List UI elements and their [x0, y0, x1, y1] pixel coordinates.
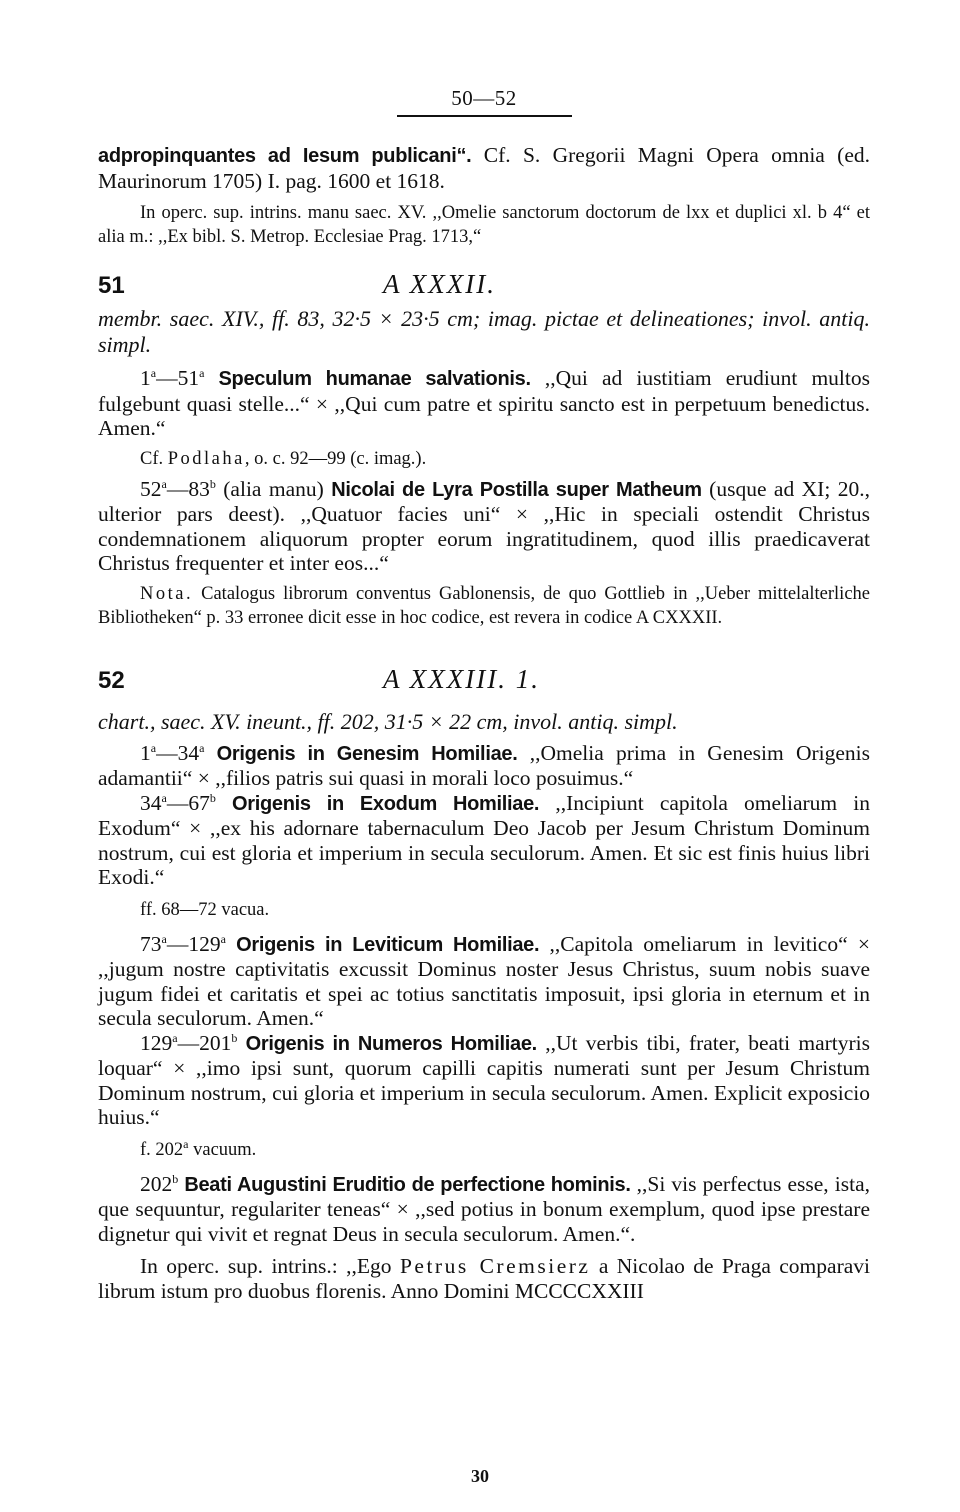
item-text: (usque ad XI; 20., ulterior pars deest). ,,Quatuor facies uni“ × ,,Hic in speciali ostendit Christus condemnationem aliquorum propter eorum ingratitudinem, quod illis praedicaverat Christus frequenter et inter eos...“ [98, 476, 870, 575]
item-text: ,,Omelia prima in Genesim Origenis adamantii“ × ,,filios patris sui quasi in morali loco posuimus.“ [98, 740, 871, 790]
folio-start: 52 [140, 476, 162, 501]
item-title: Nicolai de Lyra Postilla super Matheum [331, 478, 702, 501]
item-text: ,,Qui ad iustitiam erudiunt multos fulgebunt quasi stelle...“ × ,,Qui cum patre et spiritu sancto est in perpetuum benedictus. Amen.“ [98, 366, 870, 440]
range-dash: — [156, 366, 178, 390]
folio-start: 34 [140, 790, 162, 815]
prev-entry-incipit: adpropinquantes ad Iesum publicani“. [98, 145, 472, 167]
entry-52-item-3 [98, 932, 870, 1031]
cf-reference: , o. c. 92—99 (c. imag.). [244, 448, 427, 469]
item-title: Speculum humanae salvationis. [218, 368, 531, 390]
folio-side: a [161, 476, 167, 491]
folio-end: 51 [177, 366, 200, 390]
folio-side: b [172, 1171, 179, 1186]
item-title: Origenis in Numeros Homiliae. [245, 1032, 537, 1055]
folio-side: a [199, 365, 205, 380]
folio-side: a [183, 1136, 189, 1151]
range-dash: — [166, 790, 189, 815]
cf-author: Podlaha [167, 448, 245, 469]
vacuum-label: vacuum. [188, 1139, 257, 1160]
owner-name: Petrus Cremsierz [399, 1254, 591, 1278]
folio-end: 201 [199, 1030, 232, 1055]
prev-entry-note: In operc. sup. intrins. manu saec. XV. ,,Omelie sanctorum doctorum de lxx et duplici xl. b 4“ et alia m.: ,,Ex bibl. S. Metrop. Ecclesiae Prag. 1713,“ [98, 203, 870, 247]
entry-number: 51 [98, 272, 125, 299]
ownership-note [98, 1254, 870, 1303]
folio-start: 202 [140, 1171, 173, 1196]
item-text: ,,Incipiunt capitola omeliarum in Exodum“ × ,,ex his adornare tabernaculum Deo Jacob per Jesum Christum Dominum nostrum, cui est gloria et imperium in secula seculorum. Amen. Et sic est finis huius libri Exodi.“ [98, 790, 870, 889]
vacua-note: ff. 68—72 vacua. [140, 899, 270, 920]
folio-end: 34 [177, 740, 200, 765]
note-prefix: In operc. sup. intrins.: ,,Ego [140, 1254, 400, 1278]
nota-text: Catalogus librorum conventus Gablonensis, de quo Gottlieb in ,,Ueber mittelalterliche Bibliotheken“ p. 33 erronee dicit esse in hoc codice, est revera in codice A CXXXII. [98, 583, 870, 628]
range-dash: — [166, 476, 189, 501]
entry-51-heading [98, 269, 870, 300]
folio-side: b [209, 790, 216, 805]
range-dash: — [177, 1030, 200, 1055]
folio-start: 129 [140, 1030, 173, 1055]
item-title: Origenis in Genesim Homiliae. [216, 742, 518, 765]
folio-start: 1 [140, 366, 151, 390]
page-number: 30 [471, 1466, 489, 1486]
folio-side: a [161, 790, 167, 805]
folio-side: a [220, 931, 226, 946]
item-title: Origenis in Leviticum Homiliae. [236, 933, 540, 956]
entry-52-description: chart., saec. XV. ineunt., ff. 202, 31·5 × 22 cm, invol. antiq. simpl. [98, 708, 678, 734]
entry-number: 52 [98, 666, 125, 694]
prev-entry-paragraph [98, 143, 870, 193]
range-dash: — [156, 740, 178, 765]
folio-side: a [172, 1030, 178, 1045]
item-note: (alia manu) [215, 476, 332, 501]
entry-51-item-2 [98, 477, 870, 576]
prev-entry-reference: Cf. S. Gregorii Magni Opera omnia (ed. Maurinorum 1705) I. pag. 1600 et 1618. [98, 143, 870, 193]
shelfmark: A XXXIII. 1. [383, 663, 540, 694]
vacuum-note [98, 1138, 870, 1162]
entry-51-item-1 [98, 366, 870, 441]
note-text: a Nicolao de Praga comparavi librum istum pro duobus florenis. Anno Domini MCCCCXXIII [98, 1254, 870, 1303]
folio-start: 1 [140, 740, 151, 765]
entry-52-item-1 [98, 741, 870, 791]
running-head: 50—52 [451, 86, 517, 110]
folio-side: a [199, 740, 205, 755]
item-title: Beati Augustini Eruditio de perfectione hominis. [184, 1173, 631, 1196]
folio-side: a [161, 931, 167, 946]
folio-end: 83 [188, 476, 210, 501]
entry-51-description: membr. saec. XIV., ff. 83, 32·5 × 23·5 cm; imag. pictae et delineationes; invol. antiq. simpl. [98, 306, 870, 357]
folio-side: b [209, 476, 216, 491]
folio-side: b [231, 1030, 238, 1045]
entry-52-item-4 [98, 1031, 870, 1130]
item-text: ,,Si vis perfectus esse, ista, que sequuntur, regulariter teneas“ × ,,sed potius in bonum exemplum, quod ipse prestare dignetur qui vivit et regnat Deus in secula seculorum. Amen.“. [98, 1171, 870, 1246]
nota-label: Nota. [140, 583, 194, 604]
vacuum-folio: f. 202 [140, 1139, 184, 1160]
entry-51-cf [98, 447, 870, 471]
folio-end: 67 [188, 790, 210, 815]
folio-side: a [150, 365, 157, 380]
item-text: ,,Ut verbis tibi, frater, beati martyris loquar“ × ,,imo ipsi sunt, quorum capilli capitis numerati sunt per Jesum Christum Dominum nostrum, cui gloria et imperium in secula seculorum. Amen. Explicit exposicio huius.“ [98, 1030, 871, 1129]
folio-start: 73 [140, 931, 162, 956]
range-dash: — [166, 931, 189, 956]
folio-side: a [150, 740, 157, 755]
cf-prefix: Cf. [140, 448, 168, 469]
entry-51-nota [98, 582, 870, 630]
entry-52-item-2 [98, 791, 870, 890]
page-body [98, 86, 870, 1303]
entry-52-heading [98, 664, 870, 695]
shelfmark: A XXXII. [383, 269, 496, 299]
entry-52-item-5 [98, 1172, 870, 1247]
folio-end: 129 [188, 931, 221, 956]
item-title: Origenis in Exodum Homiliae. [231, 792, 540, 815]
item-text: ,,Capitola omeliarum in levitico“ × ,,jugum nostre captivitatis excussit Dominus noster Jesus Christus, suum nobis suave jugum fidei et caritatis et spei ac totius sanctitatis imposuit, ipsi gloria in eternum et in secula seculorum. Amen.“ [98, 931, 870, 1030]
